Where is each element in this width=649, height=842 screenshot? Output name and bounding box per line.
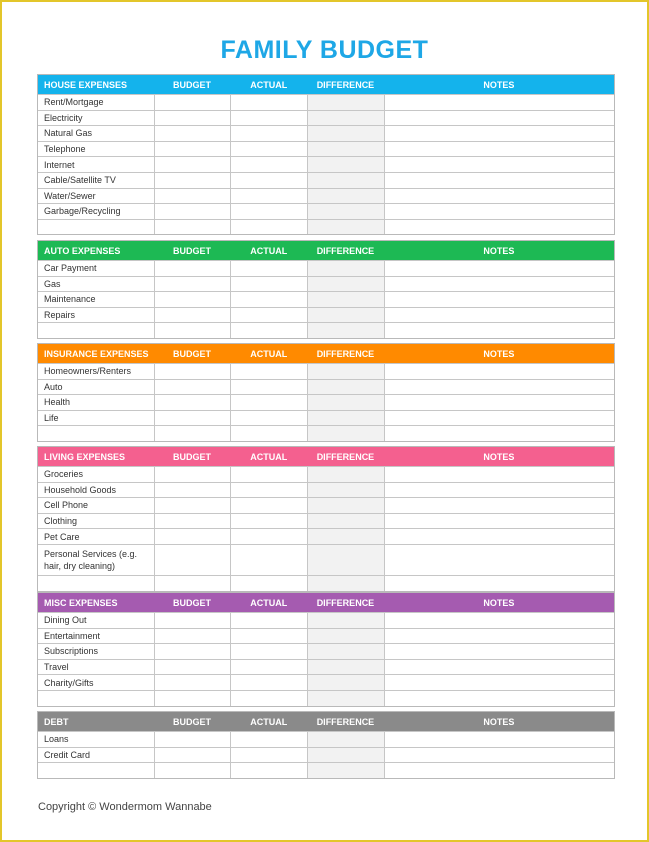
cell-notes[interactable] (384, 111, 614, 126)
column-header-budget: BUDGET (172, 245, 211, 256)
column-header-difference: DIFFERENCE (316, 79, 375, 90)
cell-actual[interactable] (230, 157, 307, 172)
table-row (38, 513, 614, 529)
cell-difference[interactable] (307, 111, 384, 126)
table-row (38, 690, 614, 706)
column-header-difference: DIFFERENCE (316, 716, 375, 727)
cell-difference[interactable] (307, 545, 384, 575)
expense-label: Internet (44, 159, 75, 170)
cell-actual[interactable] (230, 732, 307, 747)
column-header-notes: NOTES (483, 597, 515, 608)
cell-budget[interactable] (154, 126, 231, 141)
column-header-actual: ACTUAL (250, 716, 288, 727)
cell-actual[interactable] (230, 189, 307, 204)
cell-budget[interactable] (154, 364, 231, 379)
cell-actual[interactable] (230, 411, 307, 426)
column-header-actual: ACTUAL (250, 597, 288, 608)
cell-difference[interactable] (307, 483, 384, 498)
cell-difference[interactable] (307, 411, 384, 426)
column-header-notes: NOTES (483, 716, 515, 727)
expense-label: Entertainment (44, 630, 101, 641)
cell-notes[interactable] (384, 173, 614, 188)
table-row (38, 628, 614, 644)
column-header-budget: BUDGET (172, 79, 211, 90)
cell-actual[interactable] (230, 613, 307, 628)
cell-budget[interactable] (154, 576, 231, 591)
cell-notes[interactable] (384, 514, 614, 529)
cell-difference[interactable] (307, 748, 384, 763)
table-row (38, 425, 614, 441)
cell-budget[interactable] (154, 498, 231, 513)
cell-notes[interactable] (384, 675, 614, 690)
column-header-notes: NOTES (483, 451, 515, 462)
expense-label (38, 576, 154, 591)
expense-label: Subscriptions (44, 646, 99, 657)
cell-notes[interactable] (384, 426, 614, 441)
column-header-actual: ACTUAL (250, 245, 288, 256)
table-row (38, 466, 614, 482)
cell-budget[interactable] (154, 629, 231, 644)
cell-budget[interactable] (154, 660, 231, 675)
column-header-difference: DIFFERENCE (316, 245, 375, 256)
cell-difference[interactable] (307, 126, 384, 141)
expense-label: Water/Sewer (44, 190, 96, 201)
cell-actual[interactable] (230, 426, 307, 441)
table-row (38, 276, 614, 292)
table-row (38, 188, 614, 204)
cell-budget[interactable] (154, 545, 231, 575)
cell-notes[interactable] (384, 277, 614, 292)
section-title: DEBT (44, 716, 69, 727)
cell-difference[interactable] (307, 308, 384, 323)
table-row (38, 659, 614, 675)
cell-budget[interactable] (154, 426, 231, 441)
cell-difference[interactable] (307, 732, 384, 747)
expense-label: Rent/Mortgage (44, 97, 104, 108)
cell-actual[interactable] (230, 660, 307, 675)
expense-label (38, 220, 154, 235)
section-title: HOUSE EXPENSES (44, 79, 128, 90)
cell-budget[interactable] (154, 189, 231, 204)
section-living-expenses (37, 446, 615, 592)
section-title: INSURANCE EXPENSES (44, 348, 149, 359)
cell-notes[interactable] (384, 395, 614, 410)
expense-label: Maintenance (44, 294, 96, 305)
expense-label: Cable/Satellite TV (44, 175, 116, 186)
cell-difference[interactable] (307, 277, 384, 292)
cell-budget[interactable] (154, 173, 231, 188)
cell-actual[interactable] (230, 498, 307, 513)
cell-actual[interactable] (230, 126, 307, 141)
cell-actual[interactable] (230, 95, 307, 110)
cell-budget[interactable] (154, 308, 231, 323)
column-header-notes: NOTES (483, 348, 515, 359)
cell-actual[interactable] (230, 220, 307, 235)
cell-notes[interactable] (384, 204, 614, 219)
cell-difference[interactable] (307, 613, 384, 628)
expense-label: Personal Services (e.g. hair, dry cleaning) (44, 549, 138, 572)
cell-actual[interactable] (230, 308, 307, 323)
cell-budget[interactable] (154, 261, 231, 276)
cell-budget[interactable] (154, 529, 231, 544)
expense-label: Natural Gas (44, 128, 93, 139)
expense-label: Auto (44, 381, 63, 392)
cell-budget[interactable] (154, 292, 231, 307)
cell-difference[interactable] (307, 323, 384, 338)
cell-difference[interactable] (307, 95, 384, 110)
table-row (38, 203, 614, 219)
table-row (38, 482, 614, 498)
expense-label (38, 763, 154, 778)
cell-notes[interactable] (384, 576, 614, 591)
expense-label (38, 426, 154, 441)
cell-difference[interactable] (307, 576, 384, 591)
cell-actual[interactable] (230, 545, 307, 575)
cell-budget[interactable] (154, 323, 231, 338)
column-header-actual: ACTUAL (250, 79, 288, 90)
cell-notes[interactable] (384, 261, 614, 276)
cell-budget[interactable] (154, 380, 231, 395)
table-row (38, 575, 614, 591)
section-header (38, 447, 614, 466)
expense-label: Telephone (44, 144, 86, 155)
expense-label: Car Payment (44, 263, 97, 274)
cell-notes[interactable] (384, 189, 614, 204)
cell-actual[interactable] (230, 691, 307, 706)
column-header-budget: BUDGET (172, 597, 211, 608)
cell-notes[interactable] (384, 498, 614, 513)
cell-notes[interactable] (384, 691, 614, 706)
cell-budget[interactable] (154, 111, 231, 126)
expense-label: Electricity (44, 112, 83, 123)
expense-label: Loans (44, 734, 69, 745)
column-header-notes: NOTES (483, 245, 515, 256)
table-row (38, 674, 614, 690)
cell-difference[interactable] (307, 292, 384, 307)
cell-notes[interactable] (384, 142, 614, 157)
table-row (38, 544, 614, 575)
cell-budget[interactable] (154, 157, 231, 172)
expense-label: Repairs (44, 310, 76, 321)
column-header-budget: BUDGET (172, 348, 211, 359)
cell-difference[interactable] (307, 498, 384, 513)
cell-actual[interactable] (230, 514, 307, 529)
table-row (38, 94, 614, 110)
expense-label: Household Goods (44, 484, 117, 495)
section-title: AUTO EXPENSES (44, 245, 121, 256)
cell-actual[interactable] (230, 467, 307, 482)
cell-difference[interactable] (307, 426, 384, 441)
cell-notes[interactable] (384, 126, 614, 141)
column-header-notes: NOTES (483, 79, 515, 90)
table-row (38, 322, 614, 338)
expense-label: Health (44, 397, 71, 408)
copyright-text: Copyright © Wondermom Wannabe (38, 801, 212, 813)
expense-label: Credit Card (44, 749, 91, 760)
expense-label (38, 323, 154, 338)
cell-budget[interactable] (154, 691, 231, 706)
table-row (38, 307, 614, 323)
cell-notes[interactable] (384, 545, 614, 575)
cell-notes[interactable] (384, 732, 614, 747)
column-header-actual: ACTUAL (250, 348, 288, 359)
section-title: MISC EXPENSES (44, 597, 118, 608)
cell-actual[interactable] (230, 748, 307, 763)
cell-notes[interactable] (384, 220, 614, 235)
expense-label: Clothing (44, 516, 78, 527)
cell-actual[interactable] (230, 142, 307, 157)
cell-budget[interactable] (154, 142, 231, 157)
cell-difference[interactable] (307, 467, 384, 482)
cell-actual[interactable] (230, 292, 307, 307)
table-row (38, 497, 614, 513)
cell-budget[interactable] (154, 644, 231, 659)
cell-budget[interactable] (154, 277, 231, 292)
expense-label: Homeowners/Renters (44, 366, 132, 377)
cell-difference[interactable] (307, 629, 384, 644)
cell-notes[interactable] (384, 483, 614, 498)
table-row (38, 141, 614, 157)
cell-actual[interactable] (230, 483, 307, 498)
cell-difference[interactable] (307, 395, 384, 410)
section-misc-expenses (37, 592, 615, 707)
column-header-difference: DIFFERENCE (316, 348, 375, 359)
expense-label: Garbage/Recycling (44, 206, 121, 217)
table-row (38, 762, 614, 778)
cell-difference[interactable] (307, 763, 384, 778)
table-row (38, 528, 614, 544)
cell-budget[interactable] (154, 613, 231, 628)
column-header-difference: DIFFERENCE (316, 451, 375, 462)
section-header (38, 241, 614, 260)
cell-actual[interactable] (230, 364, 307, 379)
cell-actual[interactable] (230, 644, 307, 659)
column-header-difference: DIFFERENCE (316, 597, 375, 608)
section-debt (37, 711, 615, 779)
cell-notes[interactable] (384, 644, 614, 659)
cell-notes[interactable] (384, 613, 614, 628)
cell-notes[interactable] (384, 308, 614, 323)
cell-notes[interactable] (384, 411, 614, 426)
expense-label: Groceries (44, 469, 84, 480)
table-row (38, 110, 614, 126)
cell-actual[interactable] (230, 675, 307, 690)
expense-label (38, 691, 154, 706)
cell-actual[interactable] (230, 277, 307, 292)
column-header-actual: ACTUAL (250, 451, 288, 462)
expense-label: Gas (44, 278, 61, 289)
table-row (38, 125, 614, 141)
cell-actual[interactable] (230, 204, 307, 219)
section-title: LIVING EXPENSES (44, 451, 126, 462)
expense-label: Dining Out (44, 615, 87, 626)
table-row (38, 260, 614, 276)
cell-difference[interactable] (307, 644, 384, 659)
expense-label: Travel (44, 662, 69, 673)
table-row (38, 172, 614, 188)
cell-actual[interactable] (230, 763, 307, 778)
cell-notes[interactable] (384, 660, 614, 675)
cell-difference[interactable] (307, 675, 384, 690)
page-title: FAMILY BUDGET (220, 36, 429, 64)
section-header (38, 593, 614, 612)
table-row (38, 731, 614, 747)
cell-budget[interactable] (154, 675, 231, 690)
cell-actual[interactable] (230, 261, 307, 276)
expense-label: Charity/Gifts (44, 677, 94, 688)
cell-notes[interactable] (384, 95, 614, 110)
cell-actual[interactable] (230, 173, 307, 188)
cell-difference[interactable] (307, 364, 384, 379)
expense-label: Life (44, 413, 59, 424)
section-insurance-expenses (37, 343, 615, 442)
cell-budget[interactable] (154, 220, 231, 235)
cell-notes[interactable] (384, 529, 614, 544)
cell-actual[interactable] (230, 576, 307, 591)
cell-budget[interactable] (154, 763, 231, 778)
table-row (38, 156, 614, 172)
cell-notes[interactable] (384, 380, 614, 395)
table-row (38, 612, 614, 628)
cell-notes[interactable] (384, 364, 614, 379)
cell-difference[interactable] (307, 189, 384, 204)
table-row (38, 394, 614, 410)
table-row (38, 747, 614, 763)
section-house-expenses (37, 74, 615, 235)
cell-actual[interactable] (230, 380, 307, 395)
section-header (38, 75, 614, 94)
cell-actual[interactable] (230, 323, 307, 338)
column-header-budget: BUDGET (172, 716, 211, 727)
cell-difference[interactable] (307, 157, 384, 172)
cell-notes[interactable] (384, 157, 614, 172)
cell-actual[interactable] (230, 111, 307, 126)
cell-difference[interactable] (307, 142, 384, 157)
cell-notes[interactable] (384, 467, 614, 482)
cell-actual[interactable] (230, 629, 307, 644)
cell-notes[interactable] (384, 292, 614, 307)
cell-difference[interactable] (307, 261, 384, 276)
table-row (38, 363, 614, 379)
cell-difference[interactable] (307, 529, 384, 544)
table-row (38, 379, 614, 395)
column-header-budget: BUDGET (172, 451, 211, 462)
cell-notes[interactable] (384, 748, 614, 763)
cell-budget[interactable] (154, 204, 231, 219)
cell-budget[interactable] (154, 395, 231, 410)
expense-label: Cell Phone (44, 500, 89, 511)
table-row (38, 291, 614, 307)
cell-budget[interactable] (154, 411, 231, 426)
section-header (38, 712, 614, 731)
section-auto-expenses (37, 240, 615, 339)
table-row (38, 219, 614, 235)
table-row (38, 410, 614, 426)
cell-budget[interactable] (154, 467, 231, 482)
cell-budget[interactable] (154, 748, 231, 763)
cell-budget[interactable] (154, 95, 231, 110)
cell-difference[interactable] (307, 204, 384, 219)
expense-label: Pet Care (44, 531, 80, 542)
cell-difference[interactable] (307, 514, 384, 529)
section-header (38, 344, 614, 363)
cell-budget[interactable] (154, 483, 231, 498)
cell-difference[interactable] (307, 173, 384, 188)
cell-notes[interactable] (384, 323, 614, 338)
cell-budget[interactable] (154, 514, 231, 529)
table-row (38, 643, 614, 659)
cell-notes[interactable] (384, 629, 614, 644)
cell-actual[interactable] (230, 395, 307, 410)
cell-difference[interactable] (307, 380, 384, 395)
cell-difference[interactable] (307, 660, 384, 675)
cell-difference[interactable] (307, 691, 384, 706)
cell-notes[interactable] (384, 763, 614, 778)
cell-budget[interactable] (154, 732, 231, 747)
cell-difference[interactable] (307, 220, 384, 235)
cell-actual[interactable] (230, 529, 307, 544)
